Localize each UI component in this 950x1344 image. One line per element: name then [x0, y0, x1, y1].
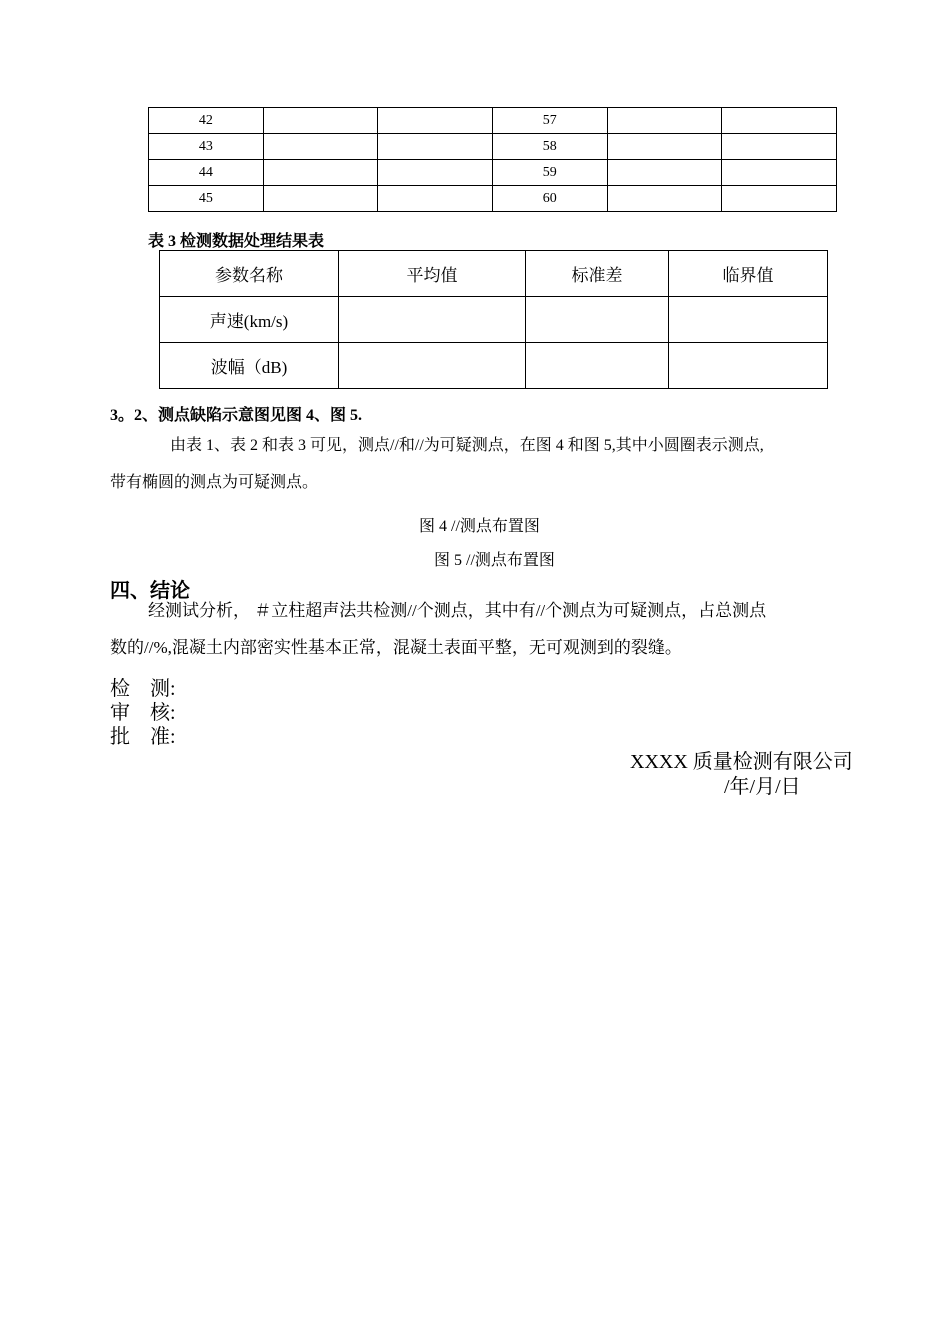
- empty-cell: [607, 134, 722, 160]
- point-number-cell: 59: [492, 160, 607, 186]
- point-number-cell: 45: [149, 186, 264, 212]
- header-std-dev: 标准差: [526, 251, 669, 297]
- empty-cell: [722, 186, 837, 212]
- empty-cell: [526, 343, 669, 389]
- conclusion-line1: 经测试分析， ＃立柱超声法共检测//个测点，其中有//个测点为可疑测点，占总测点: [148, 601, 767, 620]
- table-row: [160, 343, 828, 389]
- measurement-table: [148, 107, 837, 212]
- table3-caption: 表 3 检测数据处理结果表: [148, 233, 325, 250]
- empty-cell: [263, 134, 378, 160]
- empty-cell: [607, 108, 722, 134]
- table-row: [160, 297, 828, 343]
- empty-cell: [669, 297, 828, 343]
- figure5-caption: 图 5 //测点布置图: [434, 552, 555, 569]
- point-number-cell: 42: [149, 108, 264, 134]
- table-header-row: [160, 251, 828, 297]
- empty-cell: [607, 186, 722, 212]
- conclusion-line2: 数的//%,混凝土内部密实性基本正常，混凝土表面平整，无可观测到的裂缝。: [110, 638, 682, 657]
- header-param-name: 参数名称: [160, 251, 339, 297]
- param-name-cell: 波幅（dB): [160, 343, 339, 389]
- measurement-table-body: [149, 108, 837, 212]
- empty-cell: [378, 160, 493, 186]
- empty-cell: [526, 297, 669, 343]
- table-row: [149, 186, 837, 212]
- company-name: XXXX 质量检测有限公司: [630, 751, 853, 773]
- empty-cell: [263, 160, 378, 186]
- empty-cell: [722, 134, 837, 160]
- result-table: [159, 250, 828, 389]
- signature-review: 审 核:: [110, 702, 176, 724]
- empty-cell: [669, 343, 828, 389]
- point-number-cell: 58: [492, 134, 607, 160]
- date-line: /年/月/日: [724, 776, 801, 798]
- empty-cell: [339, 297, 526, 343]
- signature-detect: 检 测:: [110, 678, 176, 700]
- empty-cell: [607, 160, 722, 186]
- section-3-2-paragraph-line2: 带有椭圆的测点为可疑测点。: [110, 474, 319, 491]
- empty-cell: [378, 134, 493, 160]
- section-3-2-paragraph-line1: 由表 1、表 2 和表 3 可见，测点//和//为可疑测点，在图 4 和图 5,其中小圆圈表示测点,: [170, 437, 764, 454]
- point-number-cell: 43: [149, 134, 264, 160]
- table-row: [149, 160, 837, 186]
- table-row: [149, 108, 837, 134]
- empty-cell: [722, 108, 837, 134]
- empty-cell: [263, 108, 378, 134]
- table-row: [149, 134, 837, 160]
- point-number-cell: 44: [149, 160, 264, 186]
- empty-cell: [339, 343, 526, 389]
- empty-cell: [378, 108, 493, 134]
- empty-cell: [263, 186, 378, 212]
- point-number-cell: 60: [492, 186, 607, 212]
- header-average: 平均值: [339, 251, 526, 297]
- param-name-cell: 声速(km/s): [160, 297, 339, 343]
- figure4-caption: 图 4 //测点布置图: [419, 518, 540, 535]
- empty-cell: [378, 186, 493, 212]
- conclusion-heading: 四、结论: [110, 580, 190, 602]
- header-critical: 临界值: [669, 251, 828, 297]
- empty-cell: [722, 160, 837, 186]
- section-3-2-heading: 3。2、测点缺陷示意图见图 4、图 5.: [110, 407, 363, 424]
- signature-approve: 批 准:: [110, 726, 176, 748]
- point-number-cell: 57: [492, 108, 607, 134]
